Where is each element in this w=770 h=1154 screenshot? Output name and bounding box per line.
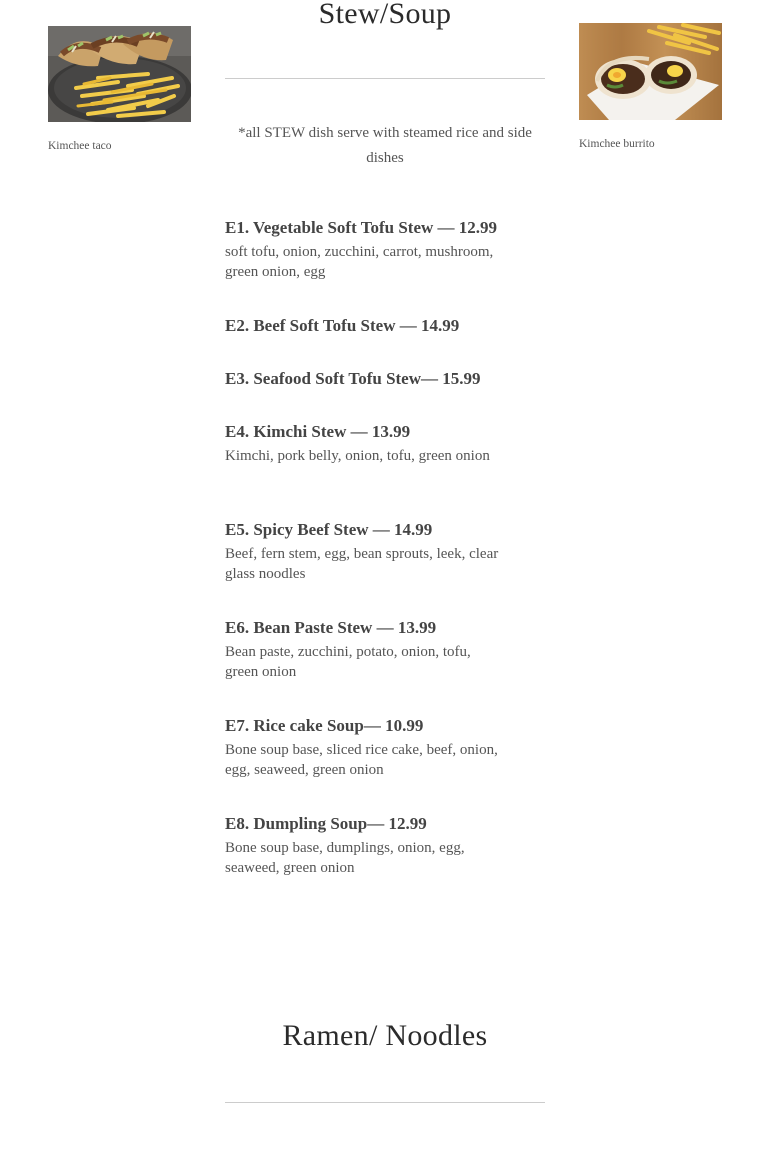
menu-item-title: E2. Beef Soft Tofu Stew — 14.99 [225,316,460,335]
menu-item-description: Beef, fern stem, egg, bean sprouts, leek, clear glass noodles [225,546,499,582]
menu-item-title: E4. Kimchi Stew — 13.99 [225,422,411,441]
noodle-section-divider [225,1102,545,1103]
menu-item-description: Bone soup base, sliced rice cake, beef, onion, egg, seaweed, green onion [225,742,498,778]
kimchee-burrito-caption: Kimchee burrito [579,138,655,150]
menu-item-title: E6. Bean Paste Stew — 13.99 [225,618,437,637]
menu-item-e4 [225,420,525,518]
menu-item-description: Bean paste, zucchini, potato, onion, tofu, green onion [225,644,471,680]
menu-item-e7 [225,714,525,812]
menu-item-e1 [225,216,525,314]
kimchee-taco-caption: Kimchee taco [48,140,112,152]
stew-note: *all STEW dish serve with steamed rice and side dishes [238,125,532,166]
menu-item-e6 [225,616,525,714]
stew-section-title: Stew/Soup [318,0,452,30]
kimchee-burrito-card [579,23,722,150]
menu-item-description: Kimchi, pork belly, onion, tofu, green onion [225,448,490,464]
noodle-section-title: Ramen/ Noodles [282,1019,488,1052]
menu-item-title: E3. Seafood Soft Tofu Stew— 15.99 [225,369,481,388]
menu-item-e8 [225,812,525,910]
menu-item-title: E1. Vegetable Soft Tofu Stew — 12.99 [225,218,498,237]
menu-item-description: soft tofu, onion, zucchini, carrot, mushroom, green onion, egg [225,244,494,280]
kimchee-taco-card [48,26,191,152]
menu-item-e5 [225,518,525,616]
menu-item-description: Bone soup base, dumplings, onion, egg, seaweed, green onion [225,840,465,876]
kimchee-burrito-photo [579,23,722,120]
stew-menu-list [225,216,525,910]
kimchee-taco-photo [48,26,191,122]
menu-item-title: E8. Dumpling Soup— 12.99 [225,814,427,833]
menu-item-e3 [225,367,525,420]
menu-item-title: E5. Spicy Beef Stew — 14.99 [225,520,433,539]
menu-item-e2 [225,314,525,367]
menu-item-title: E7. Rice cake Soup— 10.99 [225,716,424,735]
stew-section-divider [225,78,545,79]
